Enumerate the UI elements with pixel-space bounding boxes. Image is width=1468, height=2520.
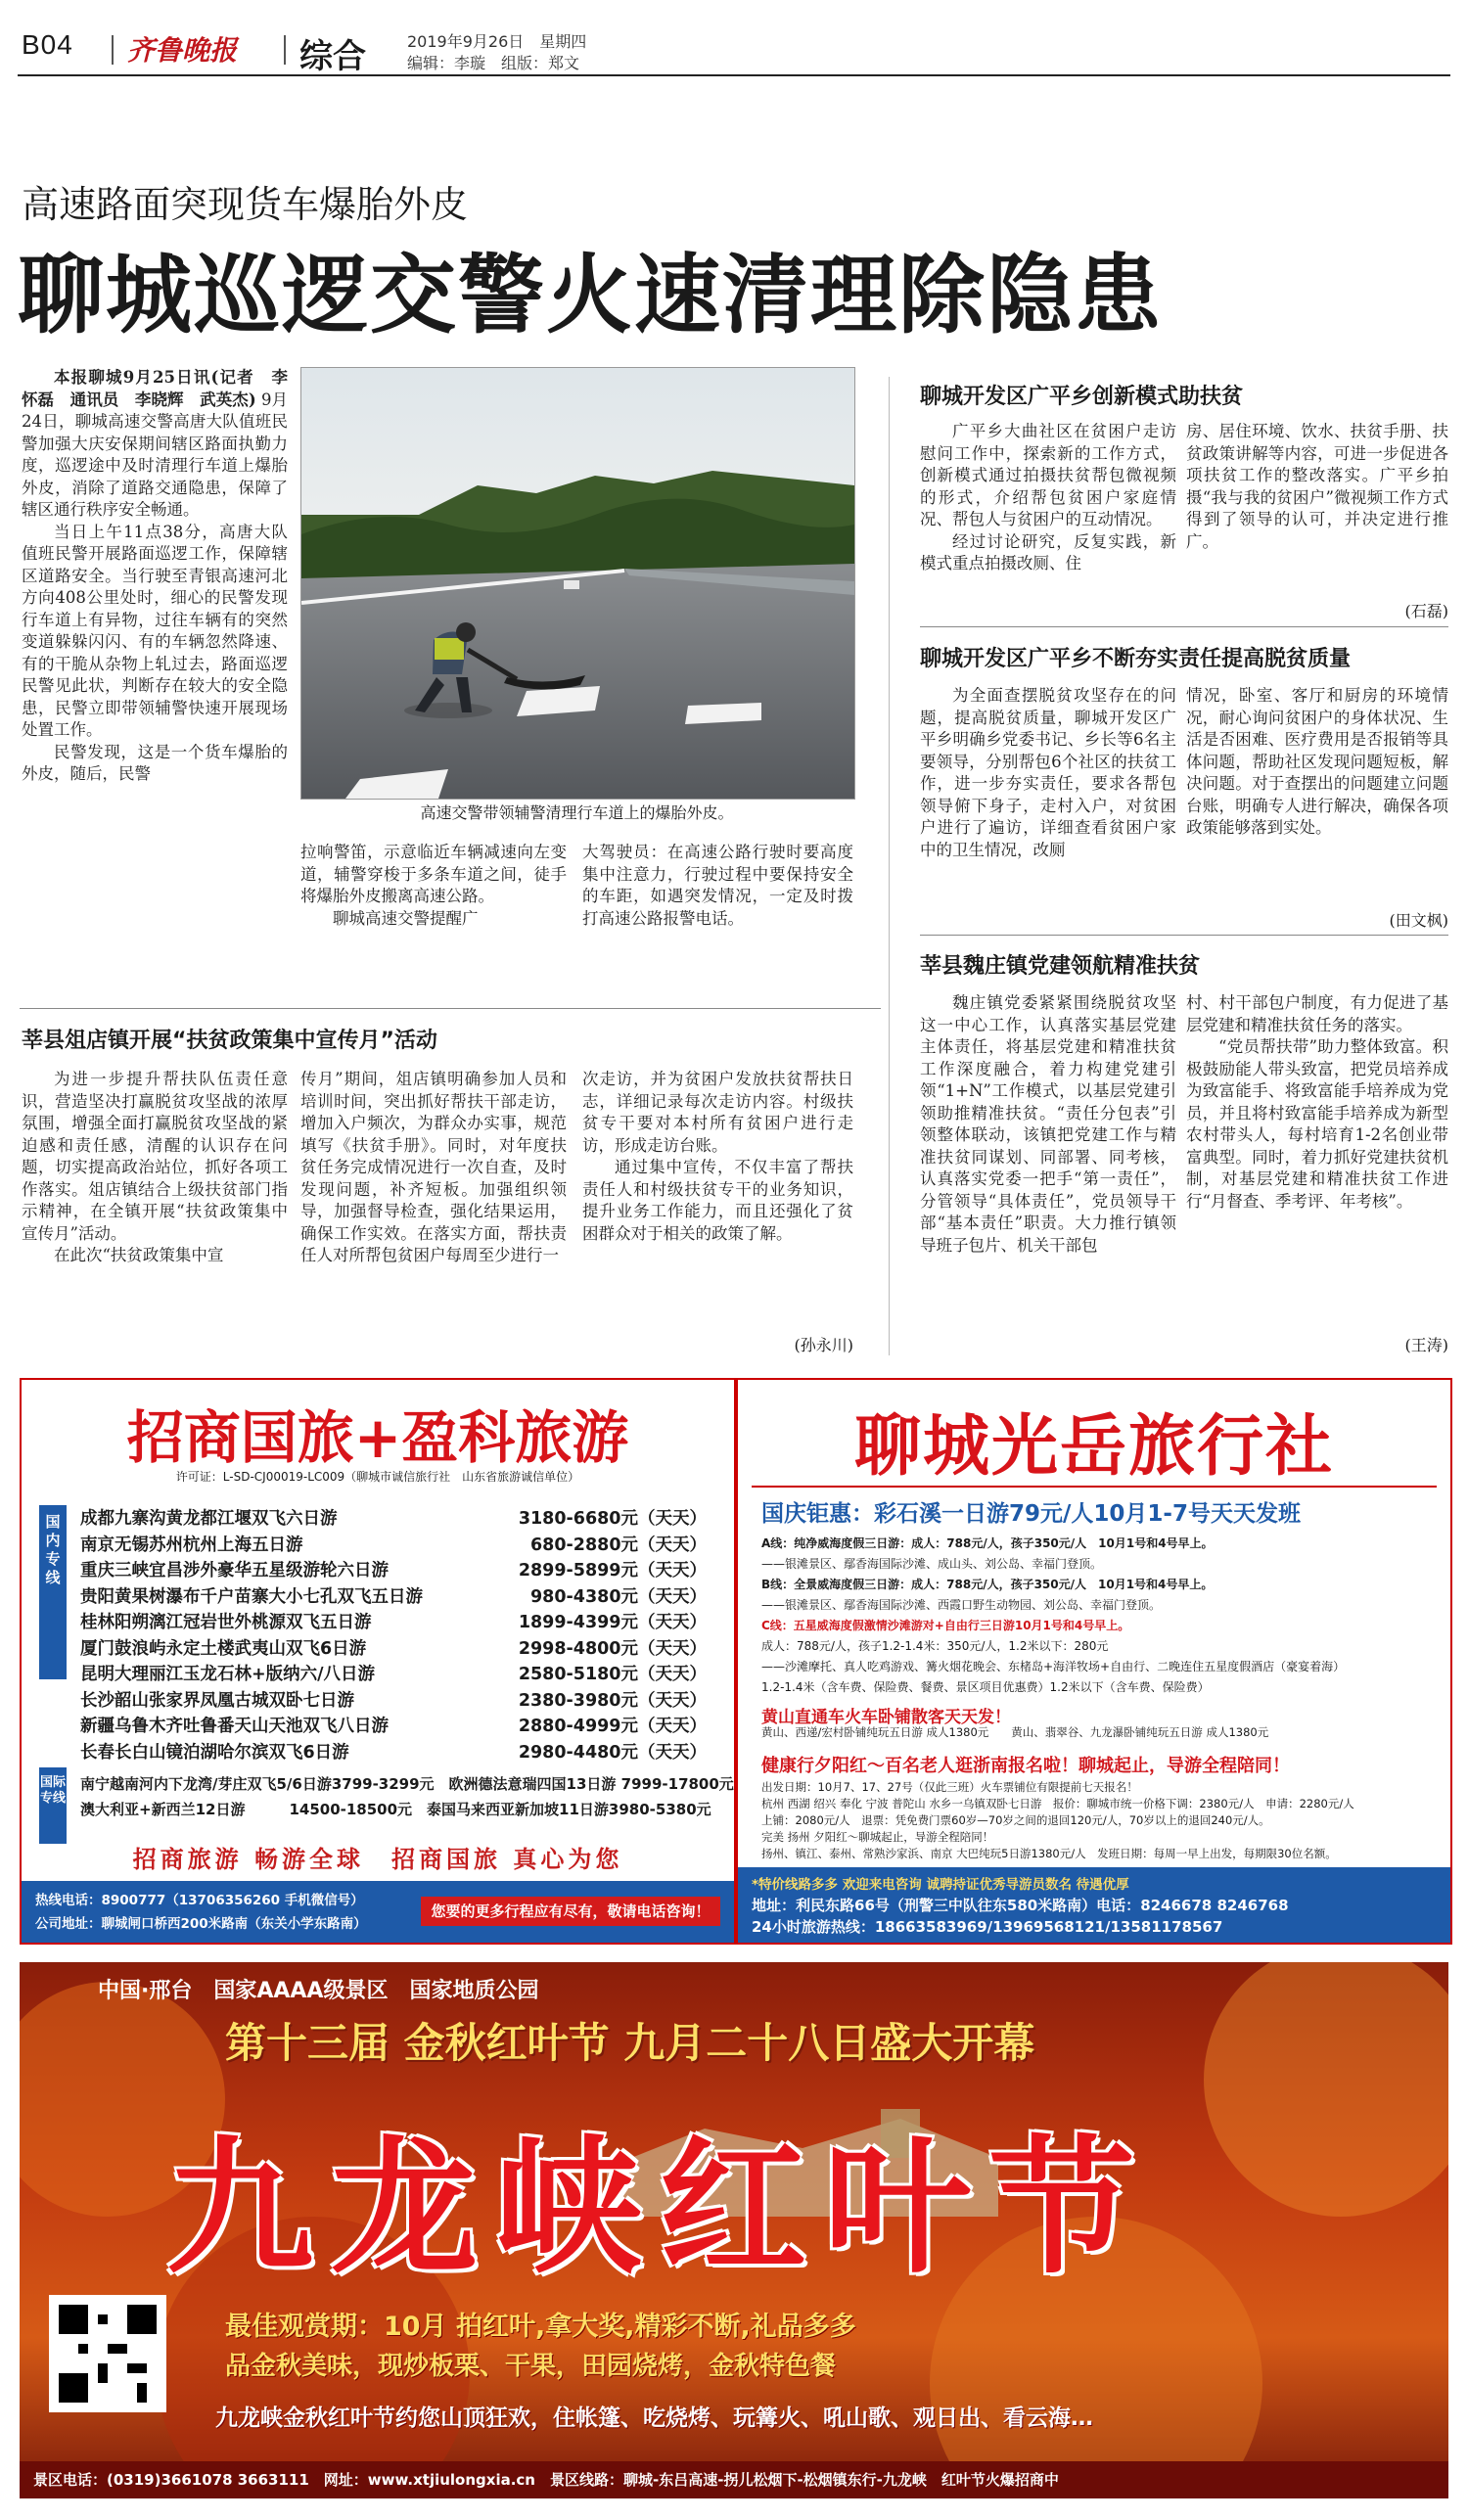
route-line: ——沙滩摩托、真人吃鸡游戏、篝火烟花晚会、东楮岛+海洋牧场+自由行、二晚连住五星度假酒店（豪宴着海）	[761, 1660, 1346, 1673]
tour-row	[80, 1661, 707, 1685]
lead-article-column	[22, 367, 288, 1013]
route-line: 1.2-1.4米（含车费、保险费、餐费、景区项目优惠费）1.2米以下（含车费、保险费）	[761, 1680, 1210, 1694]
tour-price: 1899-4399元（天天）	[518, 1613, 707, 1632]
tour-row	[80, 1557, 707, 1581]
tour-row	[80, 1609, 707, 1633]
lead-paragraph: 大驾驶员：在高速公路行驶时要高度集中注意力，行驶过程中要保持安全的车距，如遇突发情况，一定及时拨打高速公路报警电话。	[582, 843, 853, 928]
ad-footer-line: 地址：利民东路66号（刑警三中队往东580米路南）电话：8246678 8246768	[752, 1897, 1289, 1914]
huangshan-detail: 黄山、西递/宏村卧铺纯玩五日游 成人1380元 黄山、翡翠谷、九龙瀑卧铺纯玩五日游 成人1380元	[761, 1725, 1269, 1739]
tour-price: 2980-4480元（天天）	[518, 1742, 707, 1763]
tour-row	[80, 1739, 707, 1764]
tour-row	[80, 1635, 707, 1660]
tour-name: 新疆乌鲁木齐吐鲁番天山天池双飞八日游	[80, 1717, 389, 1736]
tour-price: 2580-5180元（天天）	[518, 1665, 707, 1684]
ad-title: 聊城光岳旅行社	[853, 1408, 1334, 1486]
tour-row	[80, 1532, 707, 1556]
domestic-tag: 国内专线	[39, 1505, 67, 1679]
section-name: 综合	[299, 37, 366, 76]
route-line: A线：纯净威海度假三日游：成人：788元/人，孩子350元/人 10月1号和4号早上。	[761, 1536, 1214, 1550]
tour-price: 680-2880元（天天）	[530, 1535, 707, 1555]
news-author: (孙永川)	[794, 1336, 853, 1354]
news-paragraph: 通过集中宣传，不仅丰富了帮扶责任人和村级扶贫专干的业务知识，提升业务工作能力，而且还强化了贫困群众对于相关的政策了解。	[582, 1158, 853, 1243]
news-paragraph: 传月”期间，俎店镇明确参加人员和培训时间，突出抓好帮扶干部走访，增加入户频次，为群众办实事，规范填写《扶贫手册》。同时，对年度扶贫任务完成情况进行一次自查，及时发现问题，补齐短板。加强组织领导，加强督导检查，强化结果运用，确保工作实效。在落实方面，帮扶责任人对所帮包贫困户每周至少进行一	[300, 1070, 567, 1264]
news-paragraph: 情况，卧室、客厅和厨房的环境情况，耐心询问贫困户的身体状况、生活是否困难、医疗费用是否报销等具体问题，帮助社区发现问题短板，解决问题。对于查摆出的问题建立问题台账，明确专人进行解决，确保各项政策能够落到实处。	[1186, 686, 1448, 837]
ad-footer-bar	[738, 1867, 1450, 1943]
health-line: 上铺：2080元/人 退票：凭免费门票60岁—70岁之间的退回120元/人，70岁以上的退回240元/人。	[761, 1813, 1270, 1827]
ad-hotline: 热线电话：8900777（13706356260 手机微信号）	[35, 1893, 364, 1908]
qr-code-icon	[49, 2295, 166, 2412]
highway-photo-illustration	[301, 368, 854, 799]
food-line: 品金秋美味，现炒板栗、干果，田园烧烤，金秋特色餐	[225, 2352, 837, 2381]
news-column	[22, 1069, 288, 1354]
health-line: 杭州 西湖 绍兴 奉化 宁波 普陀山 水乡一乌镇双卧七日游 报价：聊城市统一价格下调：2380元/人 申请：2280元/人	[761, 1797, 1354, 1810]
international-tag: 国际专线	[39, 1767, 67, 1844]
route-line: C线：五星威海度假激情沙滩游对+自由行三日游10月1号和4号早上。	[761, 1619, 1130, 1632]
tour-name: 重庆三峡宜昌涉外豪华五星级游轮六日游	[80, 1561, 389, 1581]
ad-consult-banner: 您要的更多行程应有尽有，敬请电话咨询！	[421, 1897, 720, 1926]
tour-name: 贵阳黄果树瀑布千户苗寨大小七孔双飞五日游	[80, 1586, 423, 1607]
festival-banner: 第十三届 金秋红叶节 九月二十八日盛大开幕	[225, 2019, 1035, 2067]
lead-paragraph: 聊城高速交警提醒广	[333, 908, 479, 928]
main-headline: 聊城巡逻交警火速清理除隐患	[18, 245, 1164, 345]
newspaper-logo: 齐鲁晚报	[127, 34, 238, 67]
tour-price: 2880-4999元（天天）	[518, 1717, 707, 1736]
news-title: 莘县魏庄镇党建领航精准扶贫	[920, 954, 1201, 979]
news-title: 聊城开发区广平乡不断夯实责任提高脱贫质量	[920, 647, 1352, 671]
editor-credits: 编辑：李璇 组版：郑文	[407, 54, 580, 72]
tour-price: 2380-3980元（天天）	[518, 1690, 707, 1711]
news-photo	[300, 367, 855, 800]
news-paragraph: “党员帮扶带”助力整体致富。积极鼓励能人带头致富，把党员培养成为致富能手、将致富能手培养成为党员，并且将村致富能手培养成为新型农村带头人，每村培育1-2名创业带富典型。同时，着力抓好党建扶贫机制，对基层党建和精准扶贫工作进行“月督查、季考评、年考核”。	[1186, 1037, 1448, 1211]
news-author: (田文枫)	[1389, 911, 1448, 930]
news-column	[920, 992, 1176, 1345]
route-line: 成人：788元/人，孩子1.2-1.4米：350元/人，1.2米以下：280元	[761, 1639, 1109, 1653]
tour-name: 桂林阳朔漓江冠岩世外桃源双飞五日游	[80, 1613, 372, 1632]
news-paragraph: 在此次“扶贫政策集中宣	[54, 1246, 224, 1264]
tour-row	[80, 1687, 707, 1712]
lead-continuation-column	[300, 842, 567, 949]
ad-footer-bar: 景区电话：(0319)3661078 3663111 网址：www.xtjiulongxia.cn 景区线路：聊城-东吕高速-拐儿松烟下-松烟镇东行-九龙峡 红叶节火爆招商中	[20, 2461, 1448, 2498]
news-paragraph: 次走访，并为贫困户发放扶贫帮扶日志，详细记录每次走访内容。村级扶贫专干要对本村所有贫困户进行走访，形成走访台账。	[582, 1070, 853, 1155]
ad-address: 公司地址：聊城闸口桥西200米路南（东关小学东路南）	[35, 1916, 367, 1932]
ad-top-line: 中国·邢台 国家AAAA级景区 国家地质公园	[98, 1979, 539, 2003]
divider	[20, 1008, 881, 1009]
ad-slogan: 招商旅游 畅游全球 招商国旅 真心为您	[132, 1845, 623, 1873]
issue-date: 2019年9月26日 星期四	[407, 32, 587, 51]
tour-name: 厦门鼓浪屿永定土楼武夷山双飞6日游	[80, 1638, 367, 1659]
news-column	[300, 1069, 567, 1354]
best-viewing-period: 最佳观赏期：10月 拍红叶,拿大奖,精彩不断,礼品多多	[225, 2312, 856, 2342]
ad-guangyue-travel	[736, 1378, 1452, 1945]
intl-tour-line: 南宁越南河内下龙湾/芽庄双飞5/6日游3799-3299元 欧洲德法意瑞四国13日游 7999-17800元	[80, 1775, 734, 1793]
lead-paragraph: 当日上午11点38分，高唐大队值班民警开展路面巡逻工作，保障辖区道路安全。当行驶至青银高速河北方向408公里处时，细心的民警发现行车道上有异物，过往车辆有的突然变道躲躲闪闪、有的车辆忽然降速、有的干脆从杂物上轧过去，路面巡逻民警见此状，判断存在较大的安全隐患，民警立即带领辅警快速开展现场处置工作。	[22, 522, 288, 739]
news-title: 莘县俎店镇开展“扶贫政策集中宣传月”活动	[22, 1029, 437, 1053]
tour-row	[80, 1583, 707, 1608]
ad-footer-line: 24小时旅游热线：18663583969/13969568121/13581178567	[752, 1918, 1223, 1936]
lead-continuation-column	[582, 842, 853, 949]
health-title: 健康行夕阳红～百名老人逛浙南报名啦！聊城起止，导游全程陪同！	[761, 1756, 1290, 1776]
news-author: (石磊)	[1404, 602, 1448, 620]
tour-price: 2998-4800元（天天）	[518, 1638, 707, 1659]
news-paragraph: 村、村干部包户制度，有力促进了基层党建和精准扶贫任务的落实。	[1186, 993, 1448, 1034]
news-column	[1186, 992, 1448, 1330]
tour-name: 成都九寨沟黄龙都江堰双飞六日游	[80, 1509, 338, 1529]
headline-kicker: 高速路面突现货车爆胎外皮	[22, 183, 469, 226]
health-line: 出发日期：10月7、17、27号（仅此三班）火车票铺位有限提前七天报名！	[761, 1780, 1138, 1794]
news-paragraph: 为全面查摆脱贫攻坚存在的问题，提高脱贫质量，聊城开发区广平乡明确乡党委书记、乡长等6名主要领导，分别帮包6个社区的扶贫工作，进一步夯实责任，要求各帮包领导俯下身子，走村入户，对贫困户进行了遍访，详细查看贫困户家中的卫生情况，改厕	[920, 686, 1176, 859]
ad-promo: 国庆钜惠：彩石溪一日游79元/人10月1-7号天天发班	[761, 1501, 1301, 1527]
article-byline: 本报聊城9月25日讯(记者 李怀磊 通讯员 李晓辉 武英杰)	[22, 368, 288, 409]
header-divider	[284, 35, 286, 65]
route-line: B线：全景威海度假三日游：成人：788元/人，孩子350元/人 10月1号和4号早上。	[761, 1578, 1214, 1591]
news-paragraph: 房、居住环境、饮水、扶贫手册、扶贫政策讲解等内容，可进一步促进各项扶贫工作的整改落实。广平乡拍摄“我与我的贫困户”微视频工作方式得到了领导的认可，并决定进行推广。	[1186, 422, 1448, 551]
tour-price: 980-4380元（天天）	[530, 1586, 707, 1607]
news-column	[1186, 421, 1448, 597]
news-column	[1186, 685, 1448, 910]
column-rule	[889, 377, 890, 1355]
route-line: ——银滩景区、鄢香海国际沙滩、成山头、刘公岛、幸福门登顶。	[761, 1557, 1103, 1571]
tour-name: 长春长白山镜泊湖哈尔滨双飞6日游	[80, 1742, 349, 1763]
photo-caption: 高速交警带领辅警清理行车道上的爆胎外皮。	[420, 803, 734, 822]
tour-row	[80, 1713, 707, 1737]
news-column	[582, 1069, 853, 1333]
tour-name: 南京无锡苏州杭州上海五日游	[80, 1535, 303, 1555]
tour-price: 2899-5899元（天天）	[518, 1561, 707, 1581]
news-paragraph: 魏庄镇党委紧紧围绕脱贫攻坚这一中心工作，认真落实基层党建主体责任，将基层党建和精准扶贫工作深度融合，着力构建党建引领“1+N”工作模式，以基层党建引领助推精准扶贫。“责任分包表”引领整体联动，该镇把党建工作与精准扶贫同谋划、同部署、同考核，认真落实党委一把手“第一责任”，分管领导“具体责任”，党员领导干部“基本责任”职责。大力推行镇领导班子包片、机关干部包	[920, 993, 1176, 1255]
ad-jiulongxia-festival	[20, 1962, 1448, 2498]
huangshan-title: 黄山直通车火车卧铺散客天天发！	[761, 1708, 1011, 1727]
health-line: 扬州、镇江、泰州、常熟沙家浜、南京 大巴纯玩5日游1380元/人 发班日期：每周一早上出发，每期限30位名额。	[761, 1847, 1337, 1860]
tour-name: 昆明大理丽江玉龙石林+版纳六/八日游	[80, 1665, 376, 1684]
lead-paragraph: 拉响警笛，示意临近车辆减速向左变道，辅警穿梭于多条车道之间，徒手将爆胎外皮搬离高速公路。	[300, 843, 567, 905]
divider	[920, 626, 1448, 627]
page-number: B04	[22, 29, 73, 60]
route-line: ——银滩景区、鄢香海国际沙滩、西霞口野生动物园、刘公岛、幸福门登顶。	[761, 1598, 1162, 1612]
header-divider	[112, 35, 114, 65]
lead-paragraph: 9月24日，聊城高速交警高唐大队值班民警加强大庆安保期间辖区路面执勤力度，巡逻途中及时清理行车道上爆胎外皮，消除了道路交通隐患，保障了辖区通行秩序安全畅通。	[22, 389, 288, 519]
news-author: (王涛)	[1404, 1336, 1448, 1354]
festival-big-title: 九龙峡红叶节	[166, 2122, 1154, 2294]
intl-tour-line: 澳大利亚+新西兰12日游 14500-18500元 泰国马来西亚新加坡11日游3980-5380元	[80, 1801, 711, 1818]
news-column	[920, 685, 1176, 930]
news-paragraph: 为进一步提升帮扶队伍责任意识，营造坚决打赢脱贫攻坚战的浓厚氛围，增强全面打赢脱贫攻坚战的紧迫感和责任感，清醒的认识存在问题，切实提高政治站位，抓好各项工作落实。俎店镇结合上级扶贫部门指示精神，在全镇开展“扶贫政策集中宣传月”活动。	[22, 1070, 288, 1243]
tour-name: 长沙韶山张家界凤凰古城双卧七日游	[80, 1690, 354, 1711]
ad-footer-line: *特价线路多多 欢迎来电咨询 诚聘持证优秀导游员数名 待遇优厚	[752, 1877, 1129, 1893]
ad-zhaoshang-travel	[20, 1378, 736, 1945]
news-column	[920, 421, 1176, 626]
news-title: 聊城开发区广平乡创新模式助扶贫	[920, 385, 1244, 409]
tour-row	[80, 1505, 707, 1530]
ad-license: 许可证：L-SD-CJ00019-LC009（聊城市诚信旅行社 山东省旅游诚信单位）	[175, 1470, 580, 1484]
news-paragraph: 经过讨论研究，反复实践，新模式重点拍摄改厕、住	[920, 531, 1176, 573]
ad-footer-bar	[22, 1881, 734, 1943]
divider	[920, 935, 1448, 936]
ad-title: 招商国旅+盈科旅游	[126, 1404, 629, 1471]
qr-code	[49, 2295, 166, 2412]
invite-line: 九龙峡金秋红叶节约您山顶狂欢，住帐篷、吃烧烤、玩篝火、吼山歌、观日出、看云海…	[215, 2405, 1093, 2431]
tour-price: 3180-6680元（天天）	[518, 1509, 707, 1529]
lead-paragraph: 民警发现，这是一个货车爆胎的外皮，随后，民警	[22, 742, 288, 783]
divider	[752, 1486, 1437, 1488]
news-paragraph: 广平乡大曲社区在贫困户走访慰问工作中，探索新的工作方式，创新模式通过拍摄扶贫帮包微视频的形式，介绍帮包贫困户家庭情况、帮包人与贫困户的互动情况。	[920, 422, 1176, 528]
health-line: 完美 扬州 夕阳红～聊城起止，导游全程陪同！	[761, 1830, 994, 1844]
page-header	[18, 29, 1450, 76]
